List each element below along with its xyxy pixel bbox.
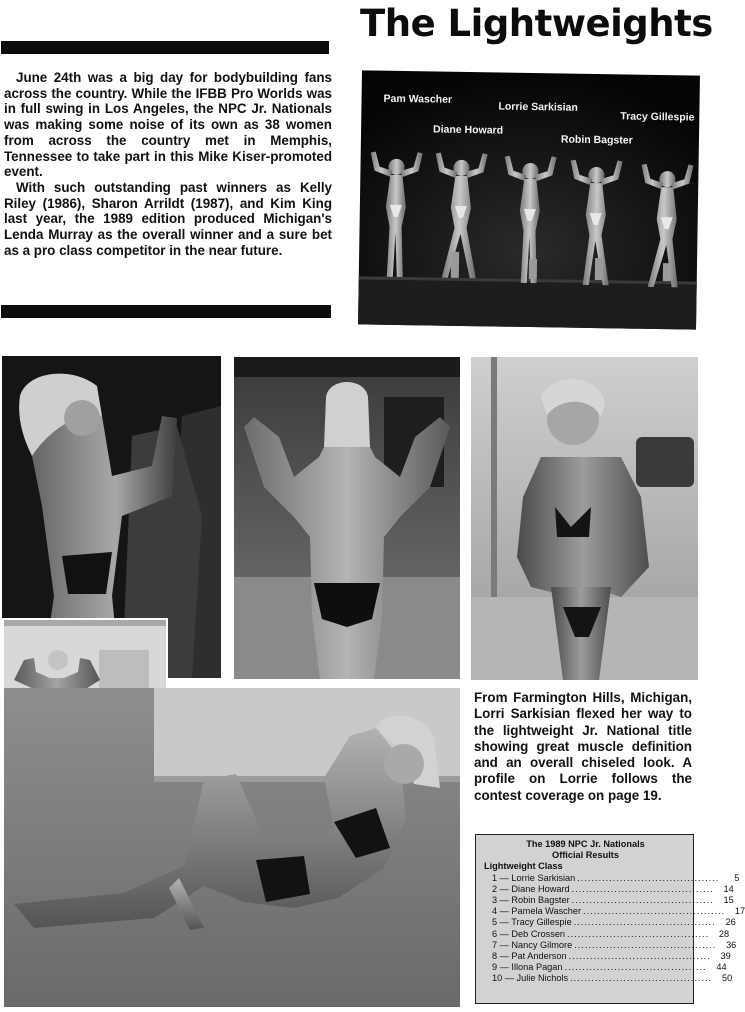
leader-dots: ........................................ bbox=[567, 928, 710, 939]
results-subtitle: Official Results bbox=[552, 850, 619, 861]
result-row: 1 — Lorrie Sarkisian ........................................ 5 bbox=[492, 872, 740, 883]
result-row: 6 — Deb Crossen ........................................ 28 bbox=[492, 928, 730, 939]
leader-dots: ........................................ bbox=[568, 951, 711, 962]
result-name: Nancy Gilmore bbox=[511, 939, 573, 950]
top-rule-bar bbox=[1, 41, 329, 54]
leader-dots: ........................................ bbox=[570, 973, 713, 984]
result-place: 9 bbox=[492, 962, 498, 973]
result-name: Julie Nichols bbox=[516, 973, 569, 984]
result-place: 7 bbox=[492, 939, 498, 950]
result-row: 2 — Diane Howard ........................................ 14 bbox=[492, 883, 734, 894]
leader-dots: ........................................ bbox=[583, 906, 726, 917]
results-class-label: Lightweight Class bbox=[484, 861, 563, 872]
label-tracy-gillespie: Tracy Gillespie bbox=[620, 110, 695, 124]
result-score: 28 bbox=[718, 928, 730, 939]
label-diane-howard: Diane Howard bbox=[433, 123, 504, 137]
result-score: 50 bbox=[721, 973, 733, 984]
intro-text bbox=[4, 70, 332, 258]
group-lineup-photo bbox=[358, 70, 700, 329]
intro-paragraph-2: With such outstanding past winners as Kelly Riley (1986), Sharon Arrildt (1987), and Kim King last year, the 1989 edition produced Michigan's Lenda Murray as the overall winner and a sure bet as a pro class competitor in the near future. bbox=[4, 179, 332, 258]
front-pose-image bbox=[471, 357, 698, 680]
result-place: 8 bbox=[492, 951, 498, 962]
result-row: 8 — Pat Anderson ........................................ 39 bbox=[492, 951, 731, 962]
result-name: Pat Anderson bbox=[511, 951, 567, 962]
result-place: 10 bbox=[492, 973, 503, 984]
result-score: 39 bbox=[720, 951, 731, 962]
page-title: The Lightweights bbox=[360, 2, 713, 45]
label-lorrie-sarkisian: Lorrie Sarkisian bbox=[498, 100, 578, 114]
mid-rule-bar bbox=[1, 305, 331, 318]
photo-reclining-pose bbox=[4, 688, 460, 1007]
result-row: 4 — Pamela Wascher ........................................ 17 bbox=[492, 906, 745, 917]
leader-dots: ........................................ bbox=[577, 872, 720, 883]
result-score: 26 bbox=[725, 917, 736, 928]
results-title: The 1989 NPC Jr. Nationals bbox=[526, 839, 645, 849]
result-name: Lorrie Sarkisian bbox=[511, 872, 576, 883]
winner-caption: From Farmington Hills, Michigan, Lorri Sarkisian flexed her way to the lightweight Jr. National title showing great muscle definition and an overall chiseled look. A profile on Lorrie follows the contest coverage on page 19. bbox=[474, 690, 692, 803]
result-score: 14 bbox=[723, 883, 734, 894]
leader-dots: ........................................ bbox=[571, 895, 714, 906]
result-place: 3 bbox=[492, 895, 498, 906]
result-row: 9 — Illona Pagan ........................................ 44 bbox=[492, 962, 727, 973]
results-list bbox=[484, 872, 745, 985]
label-pam-wascher: Pam Wascher bbox=[383, 92, 453, 106]
result-name: Diane Howard bbox=[511, 883, 570, 894]
back-pose-image bbox=[234, 357, 460, 679]
result-row: 5 — Tracy Gillespie ........................................ 26 bbox=[492, 917, 736, 928]
label-robin-bagster: Robin Bagster bbox=[560, 133, 633, 147]
result-name: Pamela Wascher bbox=[511, 906, 582, 917]
result-place: 1 bbox=[492, 872, 498, 883]
result-score: 17 bbox=[734, 906, 745, 917]
official-results-box bbox=[475, 834, 745, 1004]
result-score: 44 bbox=[716, 962, 727, 973]
leader-dots: ........................................ bbox=[564, 962, 707, 973]
result-name: Robin Bagster bbox=[511, 895, 570, 906]
intro-paragraph-1: June 24th was a big day for bodybuilding fans across the country. While the IFBB Pro Worlds was in full swing in Los Angeles, the NPC Jr. Nationals was making some noise of its own as 38 women from across the country met in Memphis, Tennessee to take part in this Mike Kiser-promoted event. bbox=[4, 70, 332, 180]
result-row: 7 — Nancy Gilmore ........................................ 36 bbox=[492, 939, 737, 950]
leader-dots: ........................................ bbox=[574, 939, 717, 950]
result-place: 6 bbox=[492, 928, 498, 939]
result-score: 36 bbox=[726, 939, 737, 950]
result-row: 3 — Robin Bagster ........................................ 15 bbox=[492, 895, 734, 906]
result-name: Illona Pagan bbox=[511, 962, 563, 973]
leader-dots: ........................................ bbox=[571, 883, 714, 894]
result-score: 15 bbox=[723, 895, 734, 906]
result-place: 2 bbox=[492, 883, 498, 894]
result-place: 4 bbox=[492, 906, 498, 917]
photo-front-pose bbox=[471, 357, 698, 680]
result-row: 10 — Julie Nichols ........................................ 50 bbox=[492, 973, 733, 984]
leader-dots: ........................................ bbox=[573, 917, 716, 928]
result-place: 5 bbox=[492, 917, 498, 928]
photo-back-pose bbox=[234, 357, 460, 679]
result-name: Deb Crossen bbox=[511, 928, 566, 939]
result-score: 5 bbox=[734, 872, 740, 883]
result-name: Tracy Gillespie bbox=[511, 917, 572, 928]
reclining-pose-image bbox=[4, 688, 460, 1007]
